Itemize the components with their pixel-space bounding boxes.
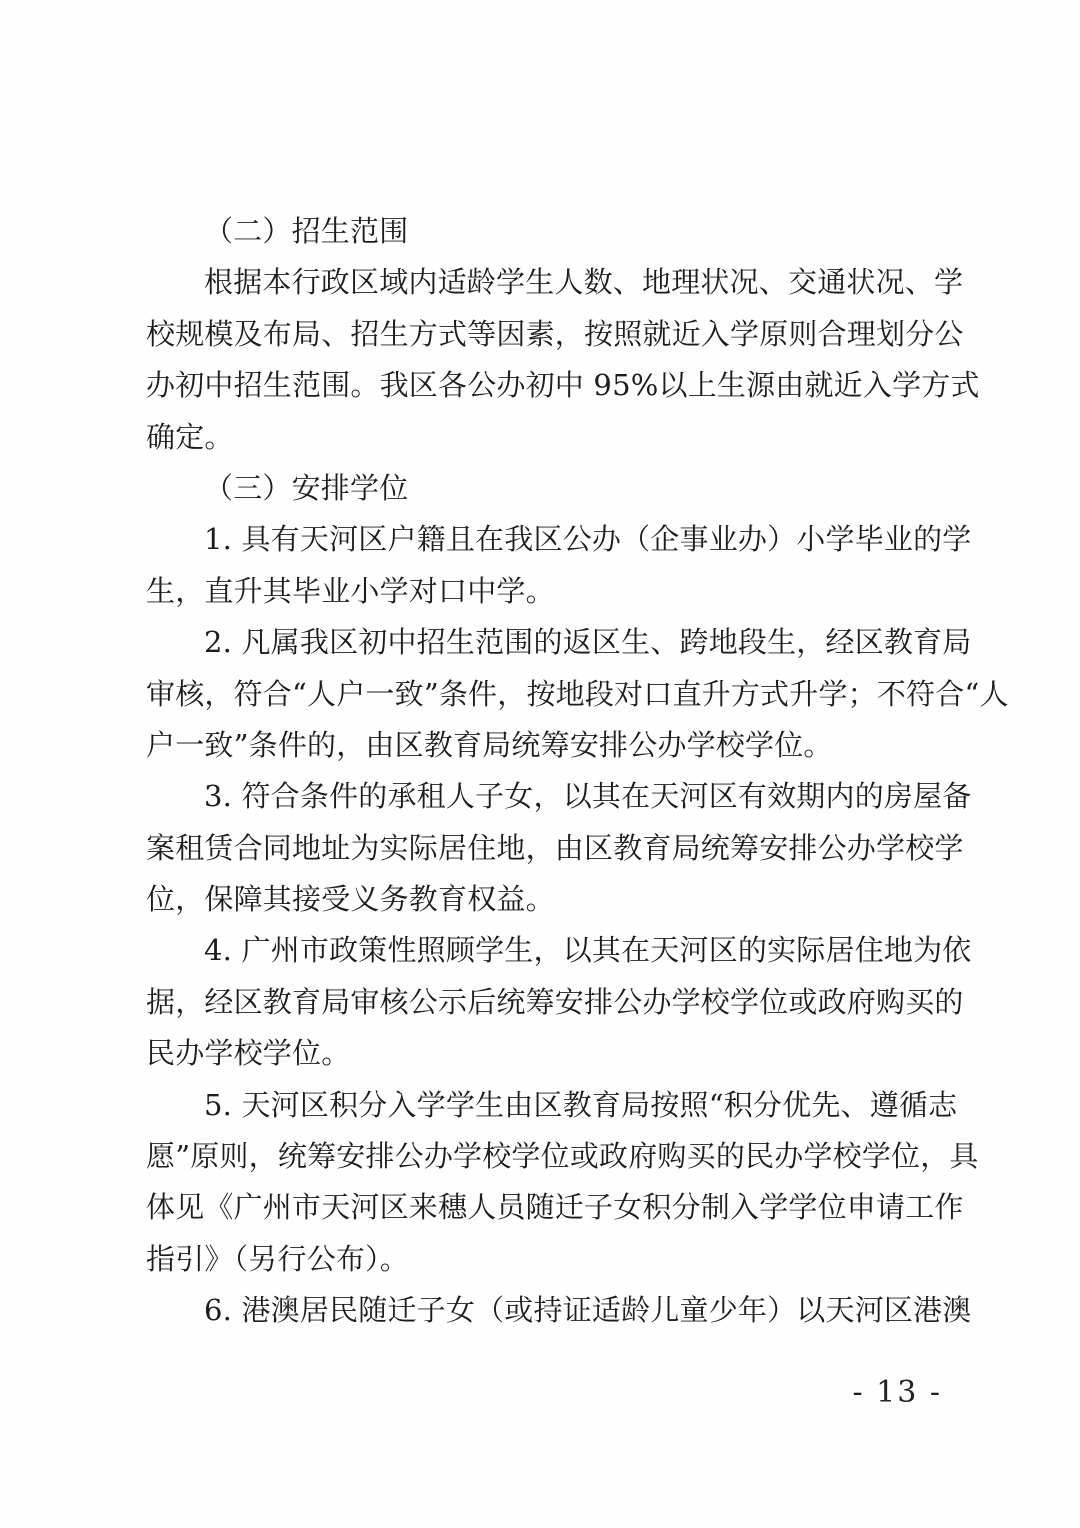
- page-number: - 13 -: [852, 1375, 942, 1410]
- text-line: 1. 具有天河区户籍且在我区公办（企事业办）小学毕业的学: [204, 522, 972, 557]
- text-line: 户一致”条件的，由区教育局统筹安排公办学校学位。: [146, 727, 833, 762]
- section-heading: （二）招生范围: [204, 214, 409, 248]
- text-line: 案租赁合同地址为实际居住地，由区教育局统筹安排公办学校学: [146, 830, 964, 865]
- text-line: 确定。: [146, 419, 234, 454]
- section-heading: （三）安排学位: [204, 470, 409, 505]
- text-line: 愿”原则，统筹安排公办学校学位或政府购买的民办学校学位，具: [146, 1139, 979, 1174]
- text-line: 3. 符合条件的承租人子女，以其在天河区有效期内的房屋备: [204, 779, 972, 814]
- text-line: 民办学校学位。: [146, 1036, 351, 1071]
- text-line: 体见《广州市天河区来穗人员随迁子女积分制入学学位申请工作: [146, 1190, 964, 1225]
- text-line: 指引》（另行公布）。: [146, 1241, 410, 1276]
- text-line: 5. 天河区积分入学学生由区教育局按照“积分优先、遵循志: [204, 1087, 958, 1122]
- text-line: 4. 广州市政策性照顾学生，以其在天河区的实际居住地为依: [204, 933, 972, 968]
- text-line: 审核，符合“人户一致”条件，按地段对口直升方式升学；不符合“人: [146, 676, 1009, 711]
- text-line: 根据本行政区域内适龄学生人数、地理状况、交通状况、学: [204, 265, 964, 300]
- text-line: 位，保障其接受义务教育权益。: [146, 882, 555, 917]
- text-line: 生，直升其毕业小学对口中学。: [146, 573, 555, 608]
- text-line: 办初中招生范围。我区各公办初中 95%以上生源由就近入学方式: [146, 368, 980, 403]
- text-line: 校规模及布局、招生方式等因素，按照就近入学原则合理划分公: [146, 316, 964, 351]
- document-body: [146, 206, 1009, 1337]
- text-line: 据，经区教育局审核公示后统筹安排公办学校学位或政府购买的: [146, 984, 964, 1019]
- text-line: 2. 凡属我区初中招生范围的返区生、跨地段生，经区教育局: [204, 625, 972, 660]
- text-line: 6. 港澳居民随迁子女（或持证适龄儿童少年）以天河区港澳: [204, 1293, 972, 1328]
